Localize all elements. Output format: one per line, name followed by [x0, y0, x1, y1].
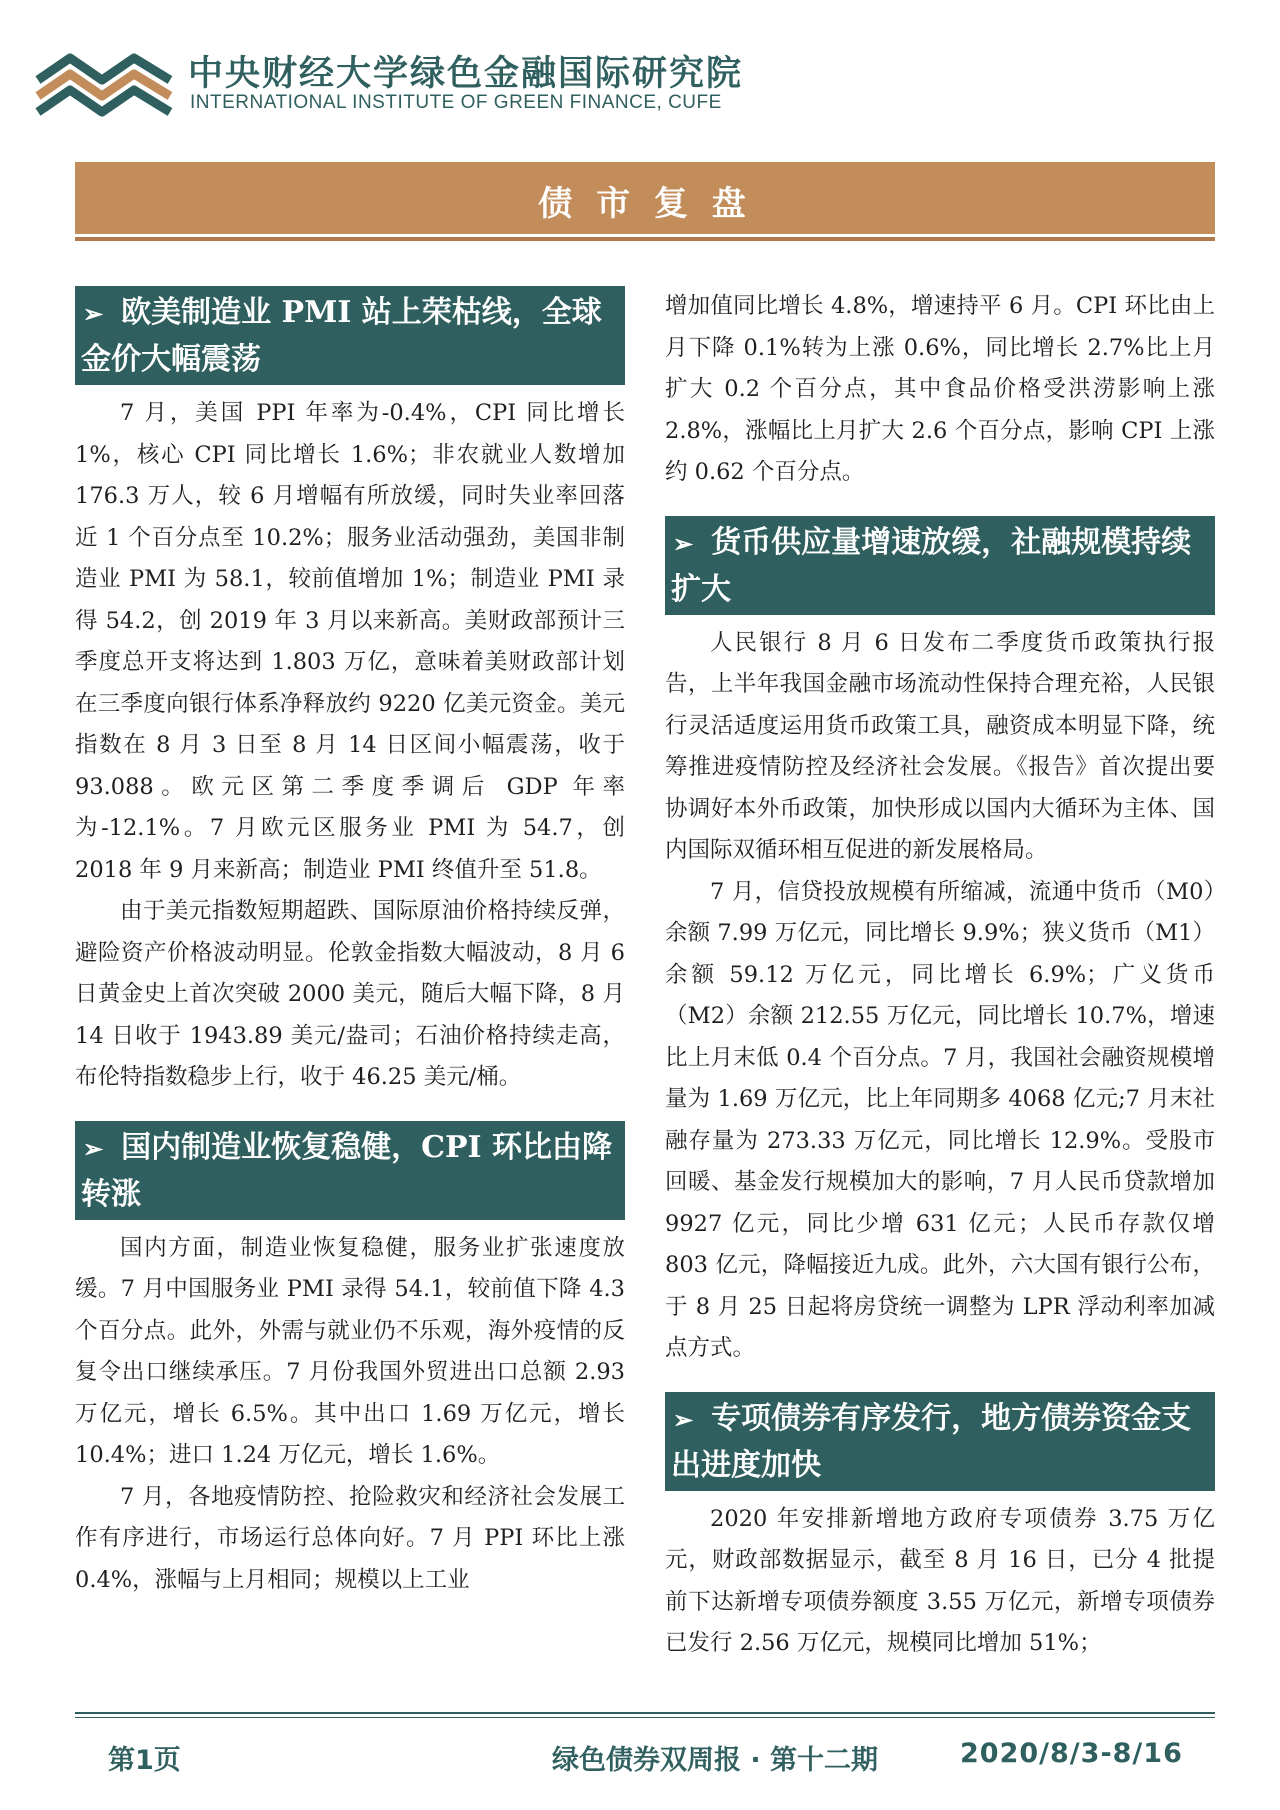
date-range: 2020/8/3-8/16 [960, 1738, 1183, 1769]
section-heading-4 [665, 1392, 1215, 1491]
paragraph: 7 月，各地疫情防控、抢险救灾和经济社会发展工作有序进行，市场运行总体向好。7 月 PPI 环比上涨 0.4%，涨幅与上月相同；规模以上工业 [75, 1483, 625, 1593]
arrow-bullet-icon: ➢ [83, 299, 104, 328]
left-column [75, 286, 625, 1601]
org-name-en: INTERNATIONAL INSTITUTE OF GREEN FINANCE, CUFE [190, 92, 722, 113]
section-heading-2-text: 国内制造业恢复稳健，CPI 环比由降转涨 [81, 1129, 613, 1212]
section-heading-3 [665, 516, 1215, 615]
paragraph: 7 月，信贷投放规模有所缩减，流通中货币（M0）余额 7.99 万亿元，同比增长 9.9%；狭义货币（M1）余额 59.12 万亿元，同比增长 6.9%；广义货币（M2）余额 212.55 万亿元，同比增长 10.7%，增速比上月末低 0.4 个百分点。7 月，我国社会融资规模增量为 1.69 万亿元，比上年同期多 4068 亿元;7 月末社融存量为 273.33 万亿元，同比增长 12.9%。受股市回暖、基金发行规模加大的影响，7 月人民币贷款增加 9927 亿元，同比少增 631 亿元；人民币存款仅增 803 亿元，降幅接近九成。此外，六大国有银行公布，于 8 月 25 日起将房贷统一调整为 LPR 浮动利率加减点方式。 [665, 878, 1215, 1361]
paragraph: 7 月，美国 PPI 年率为-0.4%，CPI 同比增长 1%，核心 CPI 同比增长 1.6%；非农就业人数增加 176.3 万人，较 6 月增幅有所放缓，同时失业率回落近 1 个百分点至 10.2%；服务业活动强劲，美国非制造业 PMI 为 58.1，较前值增加 1%；制造业 PMI 录得 54.2，创 2019 年 3 月以来新高。美财政部预计三季度总开支将达到 1.803 万亿，意味着美财政部计划在三季度向银行体系净释放约 9220 亿美元资金。美元指数在 8 月 3 日至 8 月 14 日区间小幅震荡，收于 93.088。欧元区第二季度季调后 GDP 年率为-12.1%。7 月欧元区服务业 PMI 为 54.7，创 2018 年 9 月来新高；制造业 PMI 终值升至 51.8。 [75, 400, 625, 883]
section-banner [75, 162, 1215, 237]
org-name-cn: 中央财经大学绿色金融国际研究院 [188, 54, 744, 94]
footer-divider-thin [75, 1717, 1215, 1718]
banner-title: 债 市 复 盘 [538, 184, 752, 224]
iigf-logo-icon [30, 46, 180, 126]
paragraph-continued: 增加值同比增长 4.8%，增速持平 6 月。CPI 环比由上月下降 0.1%转为上涨 0.6%，同比增长 2.7%比上月扩大 0.2 个百分点，其中食品价格受洪涝影响上涨 2.8%，涨幅比上月扩大 2.6 个百分点，影响 CPI 上涨约 0.62 个百分点。 [665, 293, 1215, 485]
page-header [30, 40, 790, 130]
section-heading-4-text: 专项债券有序发行，地方债券资金支出进度加快 [671, 1400, 1192, 1483]
section-heading-3-text: 货币供应量增速放缓，社融规模持续扩大 [671, 524, 1192, 607]
section-heading-1 [75, 286, 625, 385]
publication-name: 绿色债券双周报 · 第十二期 [552, 1745, 879, 1776]
section-heading-1-text: 欧美制造业 PMI 站上荣枯线，全球金价大幅震荡 [81, 295, 602, 377]
arrow-bullet-icon: ➢ [673, 528, 694, 558]
paragraph: 2020 年安排新增地方政府专项债券 3.75 万亿元，财政部数据显示，截至 8 月 16 日，已分 4 批提前下达新增专项债券额度 3.55 万亿元，新增专项债券已发行 2.56 万亿元，规模同比增加 51%； [665, 1505, 1215, 1656]
arrow-bullet-icon: ➢ [83, 1133, 104, 1163]
paragraph: 国内方面，制造业恢复稳健，服务业扩张速度放缓。7 月中国服务业 PMI 录得 54.1，较前值下降 4.3 个百分点。此外，外需与就业仍不乐观，海外疫情的反复令出口继续承压。7 月份我国外贸进出口总额 2.93 万亿元，增长 6.5%。其中出口 1.69 万亿元，增长 10.4%；进口 1.24 万亿元，增长 1.6%。 [75, 1234, 625, 1468]
paragraph: 由于美元指数短期超跌、国际原油价格持续反弹，避险资产价格波动明显。伦敦金指数大幅波动，8 月 6 日黄金史上首次突破 2000 美元，随后大幅下降，8 月 14 日收于 1943.89 美元/盎司；石油价格持续走高，布伦特指数稳步上行，收于 46.25 美元/桶。 [75, 898, 625, 1090]
section-heading-2 [75, 1121, 625, 1220]
right-column [665, 286, 1215, 1665]
paragraph: 人民银行 8 月 6 日发布二季度货币政策执行报告，上半年我国金融市场流动性保持合理充裕，人民银行灵活适度运用货币政策工具，融资成本明显下降，统筹推进疫情防控及经济社会发展。《报告》首次提出要协调好本外币政策，加快形成以国内大循环为主体、国内国际双循环相互促进的新发展格局。 [665, 629, 1215, 863]
page-number: 第1页 [108, 1745, 181, 1776]
arrow-bullet-icon: ➢ [673, 1404, 694, 1434]
footer-divider [75, 1712, 1215, 1714]
